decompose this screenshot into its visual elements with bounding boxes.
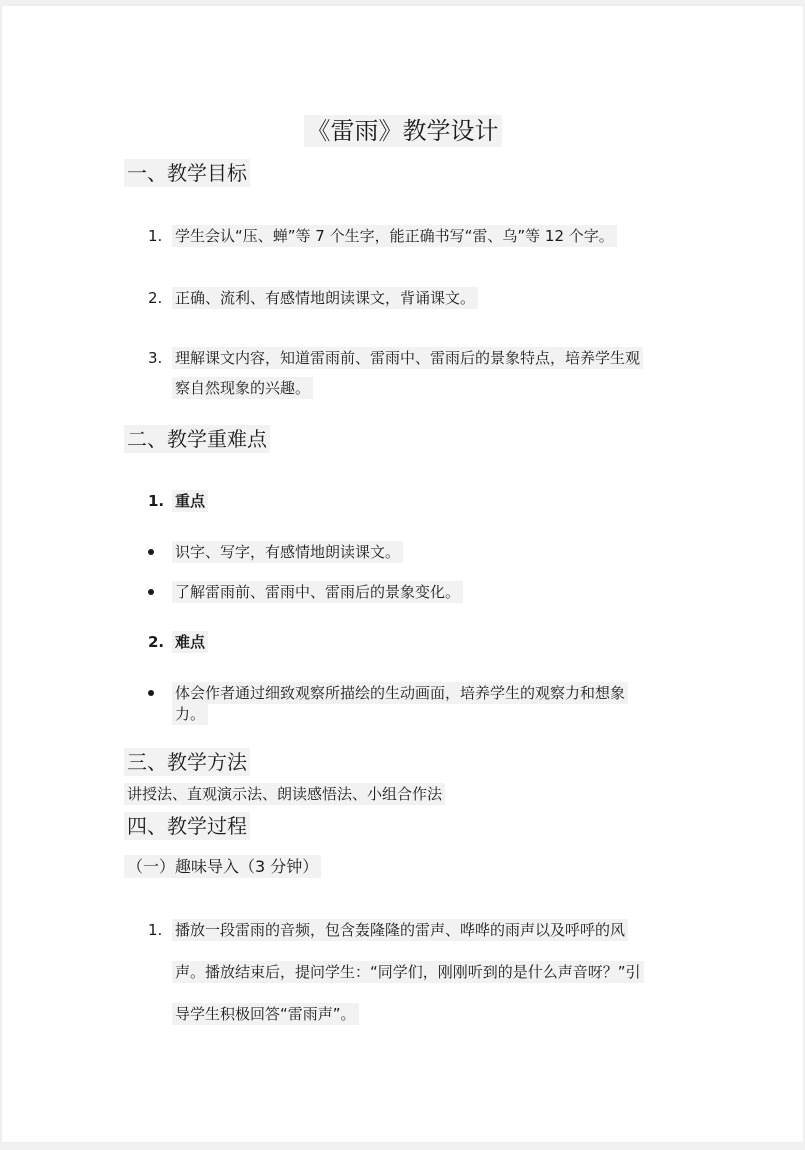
document-page [2,6,803,1142]
goal-1-number: 1. [148,227,163,245]
bullet-dot [148,589,154,595]
goal-3-text-line2: 察自然现象的兴趣。 [172,377,313,399]
difficulty-label: 难点 [172,631,208,653]
bullet-dot [148,549,154,555]
difficulty-bullet-1-line1: 体会作者通过细致观察所描绘的生动画面，培养学生的观察力和想象 [172,682,628,704]
bullet-dot [148,690,154,696]
goal-2-number: 2. [148,289,163,307]
difficulty-number: 2. [148,633,165,651]
goal-1-text: 学生会认“压、蝉”等 7 个生字，能正确书写“雷、乌”等 12 个字。 [172,225,617,247]
process-1-text-line2: 声。播放结束后，提问学生：“同学们，刚刚听到的是什么声音呀？”引 [172,961,644,983]
goal-2-text: 正确、流利、有感情地朗读课文，背诵课文。 [172,287,478,309]
process-1-number: 1. [148,921,163,939]
process-1-text-line1: 播放一段雷雨的音频，包含轰隆隆的雷声、哗哗的雨声以及呼呼的风 [172,919,628,941]
heading-goals: 一、教学目标 [124,158,250,188]
focus-label: 重点 [172,490,208,512]
heading-process: 四、教学过程 [124,811,250,841]
focus-number: 1. [148,492,165,510]
process-1-text-line3: 导学生积极回答“雷雨声”。 [172,1003,359,1025]
document-title: 《雷雨》教学设计 [2,114,803,148]
focus-bullet-1: 识字、写字，有感情地朗读课文。 [172,541,403,563]
difficulty-bullet-1-line2: 力。 [172,703,208,725]
goal-3-number: 3. [148,349,163,367]
process-subheading-intro: （一）趣味导入（3 分钟） [124,855,321,879]
heading-methods: 三、教学方法 [124,747,250,777]
goal-3-text-line1: 理解课文内容，知道雷雨前、雷雨中、雷雨后的景象特点，培养学生观 [172,347,643,369]
heading-keypoints: 二、教学重难点 [124,424,270,454]
focus-bullet-2: 了解雷雨前、雷雨中、雷雨后的景象变化。 [172,581,463,603]
methods-text: 讲授法、直观演示法、朗读感悟法、小组合作法 [124,783,445,805]
